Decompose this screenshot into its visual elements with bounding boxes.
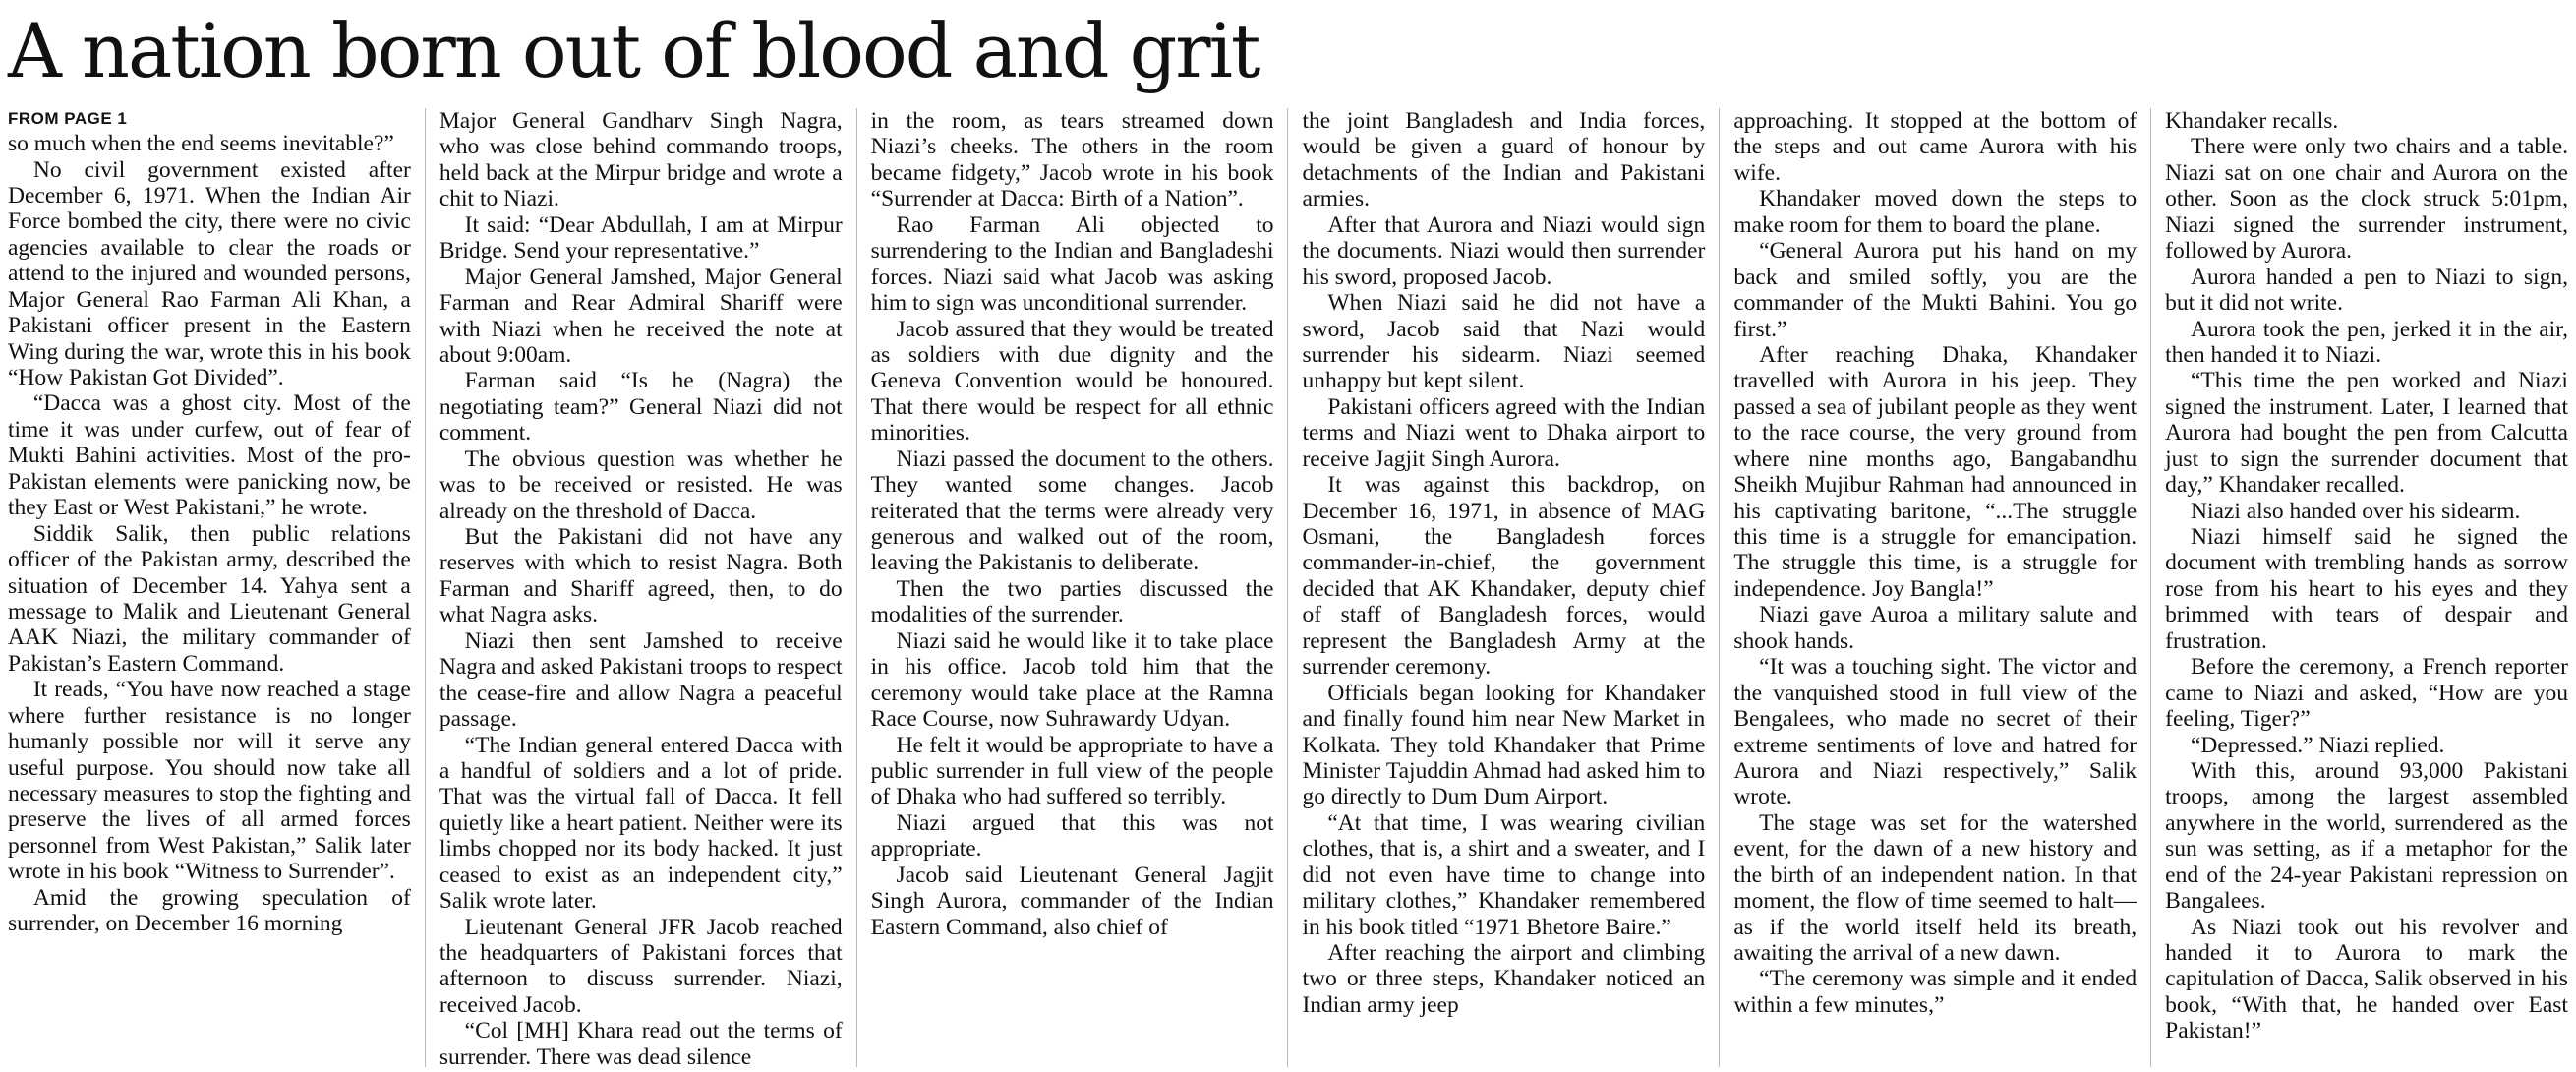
article-paragraph: Niazi said he would like it to take place in his office. Jacob told him that the ceremony would take place at the Ramna Race Course, now Suhrawardy Udyan. (870, 627, 1274, 733)
article-paragraph: Aurora handed a pen to Niazi to sign, but it did not write. (2165, 264, 2568, 317)
article-paragraph: Niazi also handed over his sidearm. (2190, 498, 2521, 524)
article-paragraph: Major General Gandharv Singh Nagra, who was close behind commando troops, held back at the Mirpur bridge and wrote a chit to Niazi. (439, 108, 843, 212)
article-paragraph: It was against this backdrop, on December 16, 1971, in absence of MAG Osmani, the Bangladesh forces commander-in-chief, the government decided that AK Khandaker, deputy chief of staff of Bangladesh forces, would represent the Bangladesh Army at the surrender ceremony. (1302, 472, 1706, 681)
article-paragraph: Before the ceremony, a French reporter came to Niazi and asked, “How are you feeling, Tiger?” (2165, 654, 2568, 733)
article-column-4 (1287, 108, 1719, 1067)
article-paragraph: After that Aurora and Niazi would sign the documents. Niazi would then surrender his sword, proposed Jacob. (1302, 211, 1706, 290)
article-paragraph: Pakistani officers agreed with the Indian terms and Niazi went to Dhaka airport to receive Jagjit Singh Aurora. (1302, 393, 1706, 472)
article-paragraph: After reaching the airport and climbing two or three steps, Khandaker noticed an Indian army jeep (1302, 940, 1706, 1018)
article-paragraph: Major General Jamshed, Major General Farman and Rear Admiral Shariff were with Niazi when he received the note at about 9:00am. (439, 264, 843, 368)
article-paragraph: There were only two chairs and a table. Niazi sat on one chair and Aurora on the other. Soon as the clock struck 5:01pm, Niazi signed the surrender instrument, followed by Aurora. (2165, 134, 2568, 265)
article-column-6 (2150, 108, 2568, 1067)
article-paragraph: Jacob assured that they would be treated as soldiers with due dignity and the Geneva Convention would be honoured. That there would be respect for all ethnic minorities. (870, 316, 1274, 447)
article-paragraph: “At that time, I was wearing civilian clothes, that is, a shirt and a sweater, and I did not even have time to change into military clothes,” Khandaker remembered in his book titled “1971 Bhetore Baire.” (1302, 809, 1706, 940)
article-paragraph: “It was a touching sight. The victor and the vanquished stood in full view of the Bengalees, who made no secret of their extreme sentiments of love and hatred for Aurora and Niazi respectively,” Salik wrote. (1733, 654, 2137, 810)
article-paragraph: He felt it would be appropriate to have a public surrender in full view of the people of Dhaka who had suffered so terribly. (870, 732, 1274, 810)
article-paragraph: It said: “Dear Abdullah, I am at Mirpur Bridge. Send your representative.” (439, 211, 843, 265)
article-paragraph: But the Pakistani did not have any reserves with which to resist Nagra. Both Farman and Shariff agreed, then, to do what Nagra asks. (439, 524, 843, 628)
article-paragraph: As Niazi took out his revolver and handed it to Aurora to mark the capitulation of Dacca, Salik observed in his book, “With that, he handed over East Pakistan!” (2165, 914, 2568, 1044)
article-paragraph: Khandaker recalls. (2165, 108, 2339, 134)
article-paragraph: Niazi then sent Jamshed to receive Nagra and asked Pakistani troops to respect the cease-fire and allow Nagra a peaceful passage. (439, 627, 843, 733)
article-paragraph: “Col [MH] Khara read out the terms of surrender. There was dead silence (439, 1018, 843, 1067)
article-column-2 (425, 108, 856, 1067)
article-paragraph: When Niazi said he did not have a sword, Jacob said that Nazi would surrender his sidearm. Niazi seemed unhappy but kept silent. (1302, 290, 1706, 394)
article-paragraph: “General Aurora put his hand on my back and smiled softly, you are the commander of the Mukti Bahini. You go first.” (1733, 238, 2137, 342)
article-paragraph: Officials began looking for Khandaker and finally found him near New Market in Kolkata. They told Khandaker that Prime Minister Tajuddin Ahmad had asked him to go directly to Dum Dum Airport. (1302, 680, 1706, 810)
article-paragraph: The stage was set for the watershed event, for the dawn of a new history and the birth of an independent nation. In that moment, the flow of time seemed to halt—as if the world itself held its breath, awaiting the arrival of a new dawn. (1733, 809, 2137, 966)
article-paragraph: Khandaker moved down the steps to make room for them to board the plane. (1733, 186, 2137, 238)
article-paragraph: Jacob said Lieutenant General Jagjit Singh Aurora, commander of the Indian Eastern Command, also chief of (870, 862, 1274, 940)
article-paragraph: Niazi passed the document to the others. They wanted some changes. Jacob reiterated that the terms were already very generous and walked out of the room, leaving the Pakistanis to deliberate. (870, 446, 1274, 576)
article-paragraph: Aurora took the pen, jerked it in the air, then handed it to Niazi. (2165, 316, 2568, 368)
article-paragraph: so much when the end seems inevitable?” (8, 131, 394, 157)
article-paragraph: the joint Bangladesh and India forces, would be given a guard of honour by detachments of the Indian and Pakistani armies. (1302, 108, 1706, 212)
article-column-5 (1719, 108, 2150, 1067)
continuation-kicker: FROM PAGE 1 (8, 109, 128, 128)
article-paragraph: Amid the growing speculation of surrender, on December 16 morning (8, 884, 411, 937)
article-paragraph: “Dacca was a ghost city. Most of the time it was under curfew, out of fear of Mukti Bahini activities. Most of the pro-Pakistan elements were panicking now, be they East or West Pakistani,” he wrote. (8, 390, 411, 521)
article-paragraph: After reaching Dhaka, Khandaker travelled with Aurora in his jeep. They passed a sea of jubilant people as they went to the race course, the very ground from where nine months ago, Bangabandhu Sheikh Mujibur Rahman had announced in his captivating baritone, “...The struggle this time is a struggle for emancipation. The struggle this time, is a struggle for independence. Joy Bangla!” (1733, 341, 2137, 602)
article-paragraph: Niazi argued that this was not appropriate. (870, 809, 1274, 863)
article-paragraph: Niazi himself said he signed the document with trembling hands as sorrow rose from his heart to his eyes and they brimmed with tears of despair and frustration. (2165, 524, 2568, 654)
article-paragraph: No civil government existed after December 6, 1971. When the Indian Air Force bombed the city, there were no civic agencies available to clear the roads or attend to the injured and wounded persons, Major General Rao Farman Ali Khan, a Pakistani officer present in the Eastern Wing during the war, wrote this in his book “How Pakistan Got Divided”. (8, 156, 411, 391)
headline: A nation born out of blood and grit (8, 7, 1259, 94)
article-paragraph: Niazi gave Auroa a military salute and shook hands. (1733, 602, 2137, 654)
article-paragraph: “This time the pen worked and Niazi signed the instrument. Later, I learned that Aurora had bought the pen from Calcutta just to sign the surrender document that day,” Khandaker recalled. (2165, 368, 2568, 499)
article-paragraph: Farman said “Is he (Nagra) the negotiating team?” General Niazi did not comment. (439, 368, 843, 447)
article-paragraph: “Depressed.” Niazi replied. (2190, 732, 2445, 758)
article-paragraph: Rao Farman Ali objected to surrendering to the Indian and Bangladeshi forces. Niazi said what Jacob was asking him to sign was unconditional surrender. (870, 211, 1274, 317)
article-paragraph: With this, around 93,000 Pakistani troops, among the largest assembled anywhere in the world, surrendered as the sun was setting, as if a metaphor for the end of the 24-year Pakistani repression on Bangalees. (2165, 757, 2568, 915)
article-paragraph: “The ceremony was simple and it ended within a few minutes,” (1733, 966, 2137, 1018)
article-column-1 (8, 108, 425, 1067)
article-paragraph: in the room, as tears streamed down Niazi’s cheeks. The others in the room became fidgety,” Jacob wrote in his book “Surrender at Dacca: Birth of a Nation”. (870, 108, 1274, 212)
article-column-3 (856, 108, 1288, 1067)
article-paragraph: Siddik Salik, then public relations officer of the Pakistan army, described the situation of December 14. Yahya sent a message to Malik and Lieutenant General AAK Niazi, the military commander of Pakistan’s Eastern Command. (8, 520, 411, 677)
article-paragraph: The obvious question was whether he was to be received or resisted. He was already on the threshold of Dacca. (439, 446, 843, 524)
article-paragraph: It reads, “You have now reached a stage where further resistance is no longer humanly possible nor will it serve any useful purpose. You should now take all necessary measures to stop the fighting and preserve the lives of all armed forces personnel from West Pakistan,” Salik later wrote in his book “Witness to Surrender”. (8, 677, 411, 885)
article-paragraph: “The Indian general entered Dacca with a handful of soldiers and a lot of pride. That was the virtual fall of Dacca. It fell quietly like a heart patient. Neither were its limbs chopped nor its body hacked. It just ceased to exist as an independent city,” Salik wrote later. (439, 732, 843, 915)
article-body (8, 108, 2568, 1067)
article-paragraph: Lieutenant General JFR Jacob reached the headquarters of Pakistani forces that afternoon to discuss surrender. Niazi, received Jacob. (439, 914, 843, 1018)
article-paragraph: approaching. It stopped at the bottom of the steps and out came Aurora with his wife. (1733, 108, 2137, 186)
article-paragraph: Then the two parties discussed the modalities of the surrender. (870, 575, 1274, 628)
